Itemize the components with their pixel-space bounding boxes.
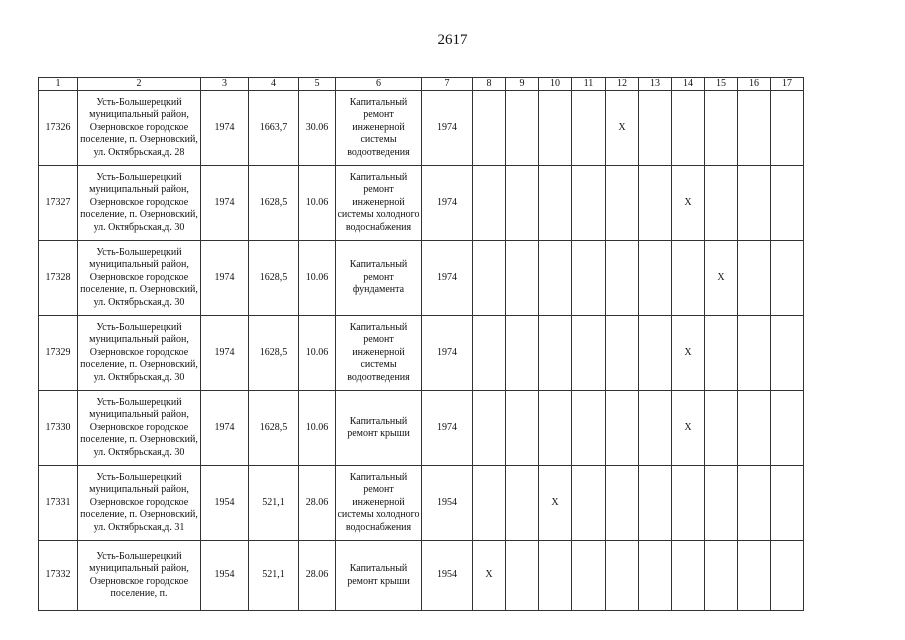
cell-empty xyxy=(572,541,606,611)
cell-area: 1628,5 xyxy=(249,391,299,466)
cell-empty xyxy=(606,241,639,316)
cell-year-repair: 1974 xyxy=(422,166,473,241)
col-header: 13 xyxy=(639,78,672,91)
cell-empty xyxy=(606,541,639,611)
cell-empty xyxy=(473,241,506,316)
cell-wear: 10.06 xyxy=(299,241,336,316)
cell-address: Усть-Большерецкий муниципальный район, Озерновское городское поселение, п. Озерновский, ул. Октябрьская,д. 30 xyxy=(78,241,201,316)
cell-empty xyxy=(705,391,738,466)
page-number: 2617 xyxy=(437,32,468,48)
cell-empty xyxy=(672,466,705,541)
cell-empty xyxy=(639,241,672,316)
cell-id: 17331 xyxy=(39,466,78,541)
col-header: 2 xyxy=(78,78,201,91)
cell-empty xyxy=(639,466,672,541)
header-row xyxy=(39,78,804,91)
cell-empty xyxy=(506,541,539,611)
registry-table xyxy=(38,77,804,611)
col-header: 14 xyxy=(672,78,705,91)
cell-wear: 30.06 xyxy=(299,91,336,166)
cell-empty xyxy=(572,466,606,541)
cell-empty xyxy=(705,541,738,611)
table-row xyxy=(39,541,804,611)
cell-empty xyxy=(539,166,572,241)
cell-empty xyxy=(606,316,639,391)
table-body xyxy=(39,91,804,611)
cell-empty xyxy=(738,91,771,166)
cell-work-type: Капитальный ремонт крыши xyxy=(336,541,422,611)
cell-address: Усть-Большерецкий муниципальный район, Озерновское городское поселение, п. Озерновский, ул. Октябрьская,д. 30 xyxy=(78,316,201,391)
cell-wear: 10.06 xyxy=(299,391,336,466)
cell-year-built: 1974 xyxy=(201,391,249,466)
cell-address: Усть-Большерецкий муниципальный район, Озерновское городское поселение, п. Озерновский, ул. Октябрьская,д. 31 xyxy=(78,466,201,541)
cell-empty xyxy=(473,166,506,241)
cell-empty xyxy=(639,166,672,241)
col-header: 10 xyxy=(539,78,572,91)
cell-work-type: Капитальный ремонт инженерной системы холодного водоснабжения xyxy=(336,166,422,241)
cell-id: 17330 xyxy=(39,391,78,466)
cell-empty xyxy=(738,466,771,541)
cell-empty xyxy=(771,316,804,391)
cell-wear: 28.06 xyxy=(299,466,336,541)
cell-area: 1628,5 xyxy=(249,166,299,241)
col-header: 15 xyxy=(705,78,738,91)
cell-empty xyxy=(606,391,639,466)
table-row xyxy=(39,391,804,466)
cell-year-repair: 1974 xyxy=(422,91,473,166)
col-header: 9 xyxy=(506,78,539,91)
cell-empty xyxy=(639,91,672,166)
cell-year-repair: 1974 xyxy=(422,391,473,466)
cell-empty xyxy=(738,241,771,316)
cell-work-type: Капитальный ремонт инженерной системы водоотведения xyxy=(336,91,422,166)
cell-empty xyxy=(771,166,804,241)
cell-work-type: Капитальный ремонт инженерной системы водоотведения xyxy=(336,316,422,391)
cell-area: 521,1 xyxy=(249,466,299,541)
col-header: 12 xyxy=(606,78,639,91)
cell-empty xyxy=(473,466,506,541)
col-header: 17 xyxy=(771,78,804,91)
cell-area: 1663,7 xyxy=(249,91,299,166)
cell-empty xyxy=(506,241,539,316)
cell-empty xyxy=(572,166,606,241)
cell-empty xyxy=(506,391,539,466)
col-header: 8 xyxy=(473,78,506,91)
col-header: 1 xyxy=(39,78,78,91)
cell-year-built: 1974 xyxy=(201,166,249,241)
cell-year-built: 1974 xyxy=(201,91,249,166)
cell-address: Усть-Большерецкий муниципальный район, Озерновское городское поселение, п. Озерновский, ул. Октябрьская,д. 28 xyxy=(78,91,201,166)
cell-work-type: Капитальный ремонт крыши xyxy=(336,391,422,466)
cell-empty xyxy=(738,316,771,391)
cell-mark: X xyxy=(672,166,705,241)
cell-empty xyxy=(506,316,539,391)
cell-mark: X xyxy=(473,541,506,611)
table-row xyxy=(39,466,804,541)
cell-empty xyxy=(572,316,606,391)
cell-year-built: 1954 xyxy=(201,541,249,611)
cell-empty xyxy=(738,166,771,241)
cell-work-type: Капитальный ремонт инженерной системы холодного водоснабжения xyxy=(336,466,422,541)
cell-empty xyxy=(672,91,705,166)
cell-mark: X xyxy=(672,316,705,391)
cell-mark: X xyxy=(606,91,639,166)
col-header: 5 xyxy=(299,78,336,91)
cell-id: 17328 xyxy=(39,241,78,316)
cell-empty xyxy=(606,466,639,541)
col-header: 7 xyxy=(422,78,473,91)
cell-empty xyxy=(738,391,771,466)
cell-empty xyxy=(539,241,572,316)
cell-id: 17326 xyxy=(39,91,78,166)
cell-work-type: Капитальный ремонт фундамента xyxy=(336,241,422,316)
cell-empty xyxy=(738,541,771,611)
cell-address: Усть-Большерецкий муниципальный район, Озерновское городское поселение, п. xyxy=(78,541,201,611)
col-header: 16 xyxy=(738,78,771,91)
cell-empty xyxy=(572,391,606,466)
cell-empty xyxy=(672,241,705,316)
cell-year-repair: 1954 xyxy=(422,466,473,541)
cell-year-built: 1974 xyxy=(201,316,249,391)
cell-empty xyxy=(639,391,672,466)
cell-wear: 28.06 xyxy=(299,541,336,611)
cell-empty xyxy=(771,391,804,466)
cell-empty xyxy=(506,466,539,541)
col-header: 6 xyxy=(336,78,422,91)
cell-empty xyxy=(606,166,639,241)
cell-empty xyxy=(672,541,705,611)
cell-id: 17329 xyxy=(39,316,78,391)
cell-empty xyxy=(705,316,738,391)
cell-area: 521,1 xyxy=(249,541,299,611)
cell-empty xyxy=(473,391,506,466)
col-header: 4 xyxy=(249,78,299,91)
table-row xyxy=(39,166,804,241)
cell-empty xyxy=(506,91,539,166)
cell-mark: X xyxy=(672,391,705,466)
cell-mark: X xyxy=(539,466,572,541)
cell-year-built: 1974 xyxy=(201,241,249,316)
cell-id: 17327 xyxy=(39,166,78,241)
cell-year-built: 1954 xyxy=(201,466,249,541)
cell-wear: 10.06 xyxy=(299,166,336,241)
table-row xyxy=(39,316,804,391)
cell-empty xyxy=(771,241,804,316)
cell-empty xyxy=(639,541,672,611)
cell-empty xyxy=(539,316,572,391)
cell-empty xyxy=(771,466,804,541)
table-row xyxy=(39,241,804,316)
cell-year-repair: 1974 xyxy=(422,241,473,316)
cell-empty xyxy=(539,91,572,166)
cell-empty xyxy=(572,241,606,316)
cell-empty xyxy=(705,466,738,541)
cell-empty xyxy=(771,541,804,611)
table-row xyxy=(39,91,804,166)
cell-area: 1628,5 xyxy=(249,316,299,391)
cell-mark: X xyxy=(705,241,738,316)
cell-empty xyxy=(705,91,738,166)
cell-id: 17332 xyxy=(39,541,78,611)
cell-year-repair: 1954 xyxy=(422,541,473,611)
col-header: 3 xyxy=(201,78,249,91)
cell-empty xyxy=(539,391,572,466)
cell-empty xyxy=(771,91,804,166)
col-header: 11 xyxy=(572,78,606,91)
cell-empty xyxy=(572,91,606,166)
cell-area: 1628,5 xyxy=(249,241,299,316)
cell-empty xyxy=(705,166,738,241)
cell-address: Усть-Большерецкий муниципальный район, Озерновское городское поселение, п. Озерновский, ул. Октябрьская,д. 30 xyxy=(78,391,201,466)
cell-empty xyxy=(473,316,506,391)
cell-year-repair: 1974 xyxy=(422,316,473,391)
cell-empty xyxy=(473,91,506,166)
cell-wear: 10.06 xyxy=(299,316,336,391)
cell-empty xyxy=(639,316,672,391)
cell-empty xyxy=(506,166,539,241)
cell-empty xyxy=(539,541,572,611)
cell-address: Усть-Большерецкий муниципальный район, Озерновское городское поселение, п. Озерновский, ул. Октябрьская,д. 30 xyxy=(78,166,201,241)
